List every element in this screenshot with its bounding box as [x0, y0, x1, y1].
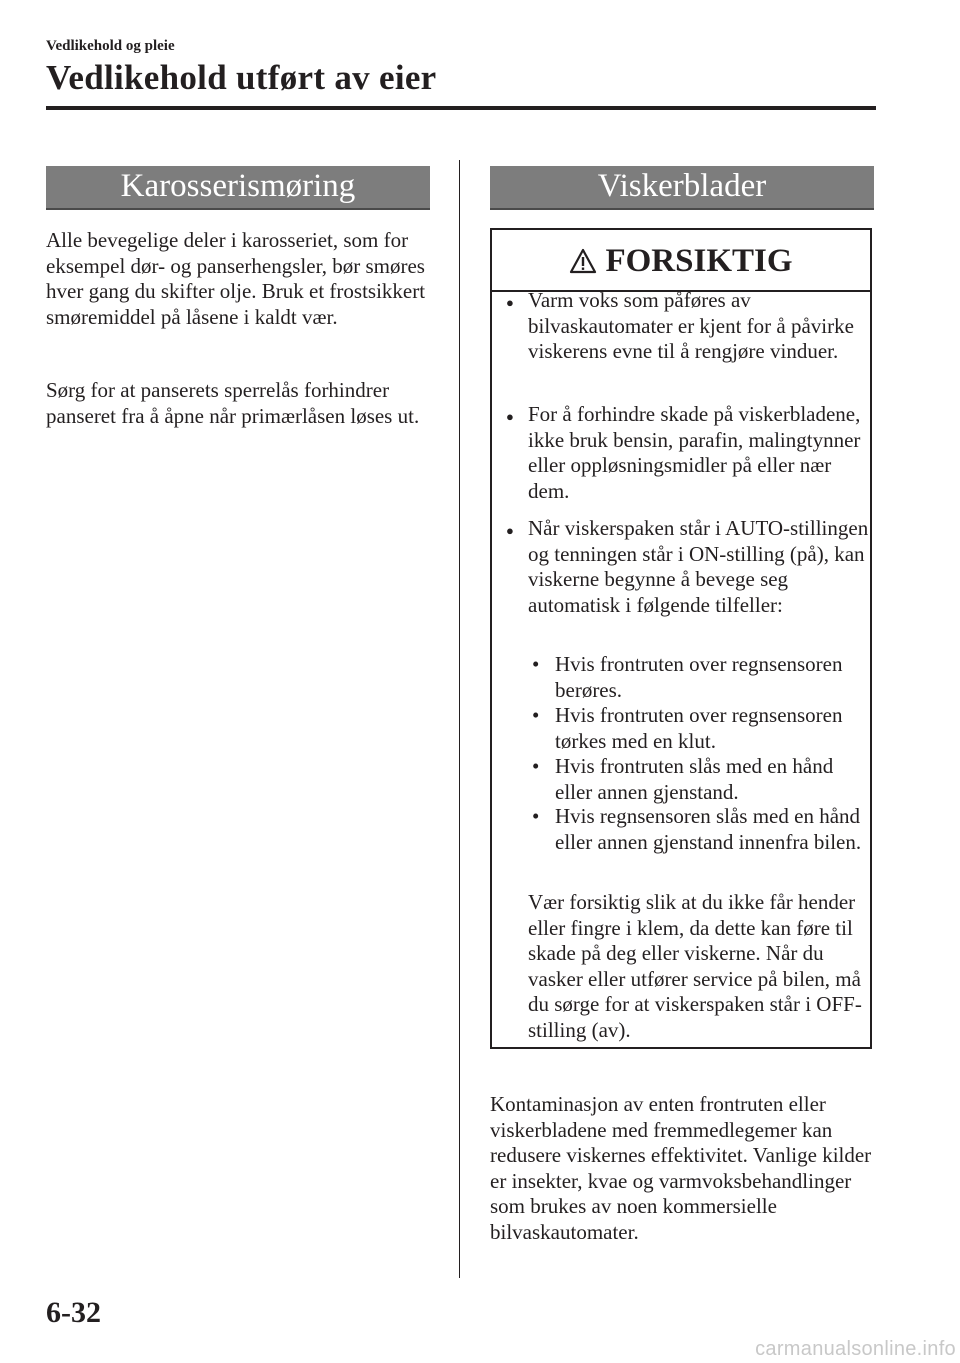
bullet-marker: ● [506, 523, 514, 538]
caution-subitem-2: Hvis frontruten over regnsensoren tørkes med en klut. [555, 703, 843, 753]
column-divider [459, 160, 460, 1278]
caution-item-3: Når viskerspaken står i AUTO-stillingen og tenningen står i ON-stilling (på), kan viskerne begynne å bevege seg automatisk i følgende tilfeller: [528, 516, 869, 617]
caution-header [492, 240, 870, 282]
heading-karosserismoring: Karosserismøring [46, 166, 430, 210]
caution-subitem-3: Hvis frontruten slås med en hånd eller annen gjenstand. [555, 754, 834, 804]
sub-bullet-marker: • [532, 703, 540, 727]
caution-title: FORSIKTIG [605, 243, 793, 279]
body-paragraph-wiper: Kontaminasjon av enten frontruten eller viskerbladene med fremmedlegemer kan redusere viskernes effektivitet. Vanlige kilder er insekter, kvae og varmvoksbehandlinger som brukes av noen kommersielle bilvaskautomater. [490, 1092, 872, 1244]
section-label: Vedlikehold og pleie [46, 38, 175, 54]
caution-subitem-4: Hvis regnsensoren slås med en hånd eller annen gjenstand innenfra bilen. [555, 804, 862, 854]
caution-box [490, 228, 872, 1049]
sub-bullet-marker: • [532, 804, 540, 828]
body-paragraph-2: Sørg for at panserets sperrelås forhindrer panseret fra å åpne når primærlåsen løses ut. [46, 378, 420, 428]
caution-item-1: Varm voks som påføres av bilvaskautomater er kjent for å påvirke viskerens evne til å rengjøre vinduer. [528, 288, 854, 363]
bullet-marker: ● [506, 295, 514, 310]
bullet-marker: ● [506, 409, 514, 424]
page-number: 6-32 [46, 1296, 101, 1329]
heading-viskerblader: Viskerblader [490, 166, 874, 210]
caution-item-2: For å forhindre skade på viskerbladene, ikke bruk bensin, parafin, malingtynner eller oppløsningsmidler på eller nær dem. [528, 402, 861, 503]
warning-triangle-icon [569, 248, 597, 274]
title-rule [46, 106, 876, 110]
sub-bullet-marker: • [532, 652, 540, 676]
body-paragraph-1: Alle bevegelige deler i karosseriet, som for eksempel dør- og panserhengsler, bør smøres hver gang du skifter olje. Bruk et frostsikkert smøremiddel på låsene i kaldt vær. [46, 228, 426, 329]
caution-note: Vær forsiktig slik at du ikke får hender eller fingre i klem, da dette kan føre til skade på deg eller viskerne. Når du vasker eller utfører service på bilen, må du sørge for at viskerspaken står i OFF-stilling (av). [528, 890, 862, 1042]
page-title: Vedlikehold utført av eier [46, 58, 437, 97]
watermark: carmanualsonline.info [755, 1338, 956, 1360]
sub-bullet-marker: • [532, 754, 540, 778]
caution-subitem-1: Hvis frontruten over regnsensoren berøres. [555, 652, 843, 702]
